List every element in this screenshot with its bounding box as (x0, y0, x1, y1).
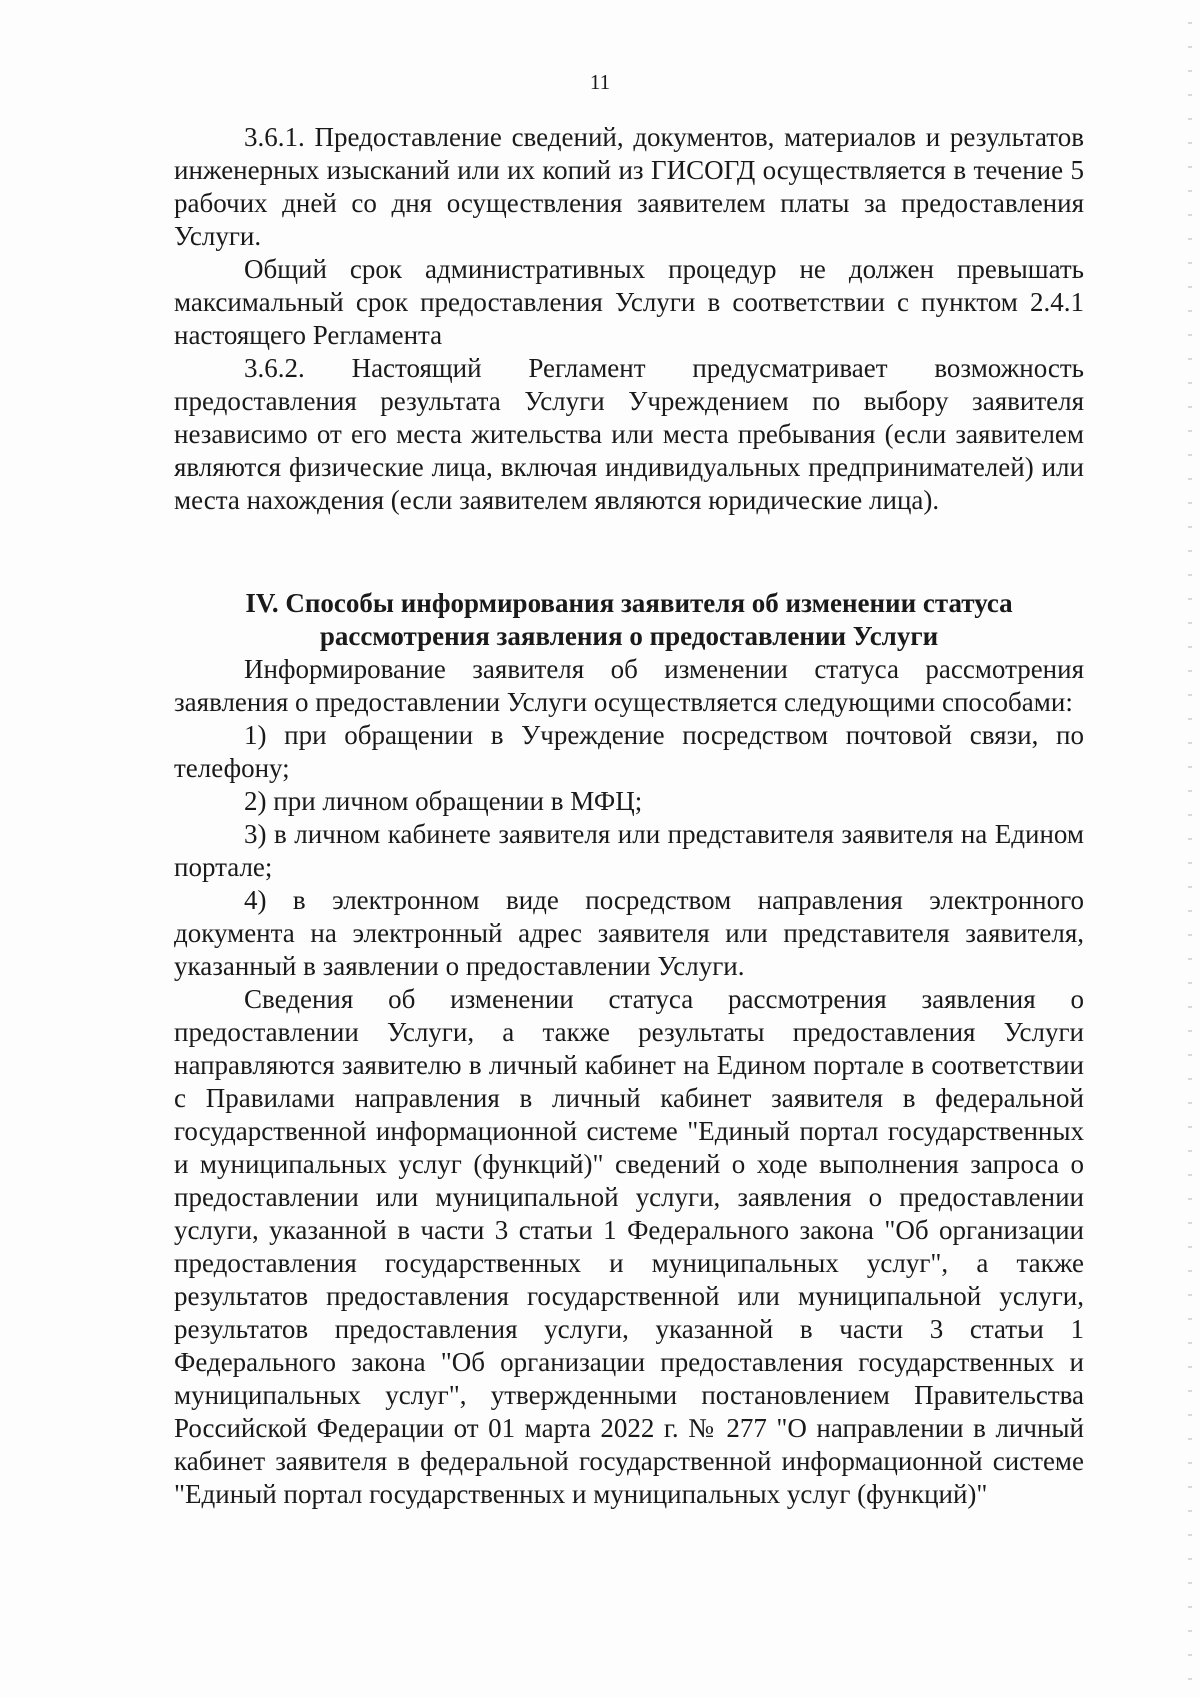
section-heading-line-1: IV. Способы информирования заявителя об изменении статуса (245, 588, 1013, 618)
document-body (174, 121, 1084, 1511)
list-item-4: 4) в электронном виде посредством направления электронного документа на электронный адрес заявителя или представителя заявителя, указанный в заявлении о предоставлении Услуги. (174, 885, 1084, 981)
paragraph-3-6-2: 3.6.2. Настоящий Регламент предусматривает возможность предоставления результата Услуги Учреждением по выбору заявителя независимо от его места жительства или места пребывания (если заявителем являются физические лица, включая индивидуальных предпринимателей) или места нахождения (если заявителем являются юридические лица). (174, 353, 1084, 515)
paragraph-3-6-1: 3.6.1. Предоставление сведений, документов, материалов и результатов инженерных изысканий или их копий из ГИСОГД осуществляется в течение 5 рабочих дней со дня осуществления заявителем платы за предоставления Услуги. (174, 122, 1084, 251)
list-item-1: 1) при обращении в Учреждение посредством почтовой связи, по телефону; (174, 720, 1084, 783)
section-heading-line-2: рассмотрения заявления о предоставлении Услуги (319, 621, 939, 651)
paragraph-total-term: Общий срок административных процедур не должен превышать максимальный срок предоставления Услуги в соответствии с пунктом 2.4.1 настоящего Регламента (174, 254, 1084, 350)
section-heading (174, 587, 1084, 653)
list-item-3: 3) в личном кабинете заявителя или представителя заявителя на Едином портале; (174, 819, 1084, 882)
paragraph-status-info: Сведения об изменении статуса рассмотрения заявления о предоставлении Услуги, а также результаты предоставления Услуги направляются заявителю в личный кабинет на Едином портале в соответствии с Правилами направления в личный кабинет заявителя в федеральной государственной информационной системе "Единый портал государственных и муниципальных услуг (функций)" сведений о ходе выполнения запроса о предоставлении или муниципальной услуги, заявления о предоставлении услуги, указанной в части 3 статьи 1 Федерального закона "Об организации предоставления государственных и муниципальных услуг", а также результатов предоставления государственной или муниципальной услуги, результатов предоставления услуги, указанной в части 3 статьи 1 Федерального закона "Об организации предоставления государственных и муниципальных услуг", утвержденными постановлением Правительства Российской Федерации от 01 марта 2022 г. № 277 "О направлении в личный кабинет заявителя в федеральной государственной информационной системе "Единый портал государственных и муниципальных услуг (функций)" (174, 984, 1084, 1509)
list-item-2: 2) при личном обращении в МФЦ; (244, 786, 643, 816)
paragraph-informing-intro: Информирование заявителя об изменении статуса рассмотрения заявления о предоставлении Услуги осуществляется следующими способами: (174, 654, 1084, 717)
scan-edge-marks (1188, 0, 1192, 1697)
page-number: 11 (589, 70, 611, 94)
